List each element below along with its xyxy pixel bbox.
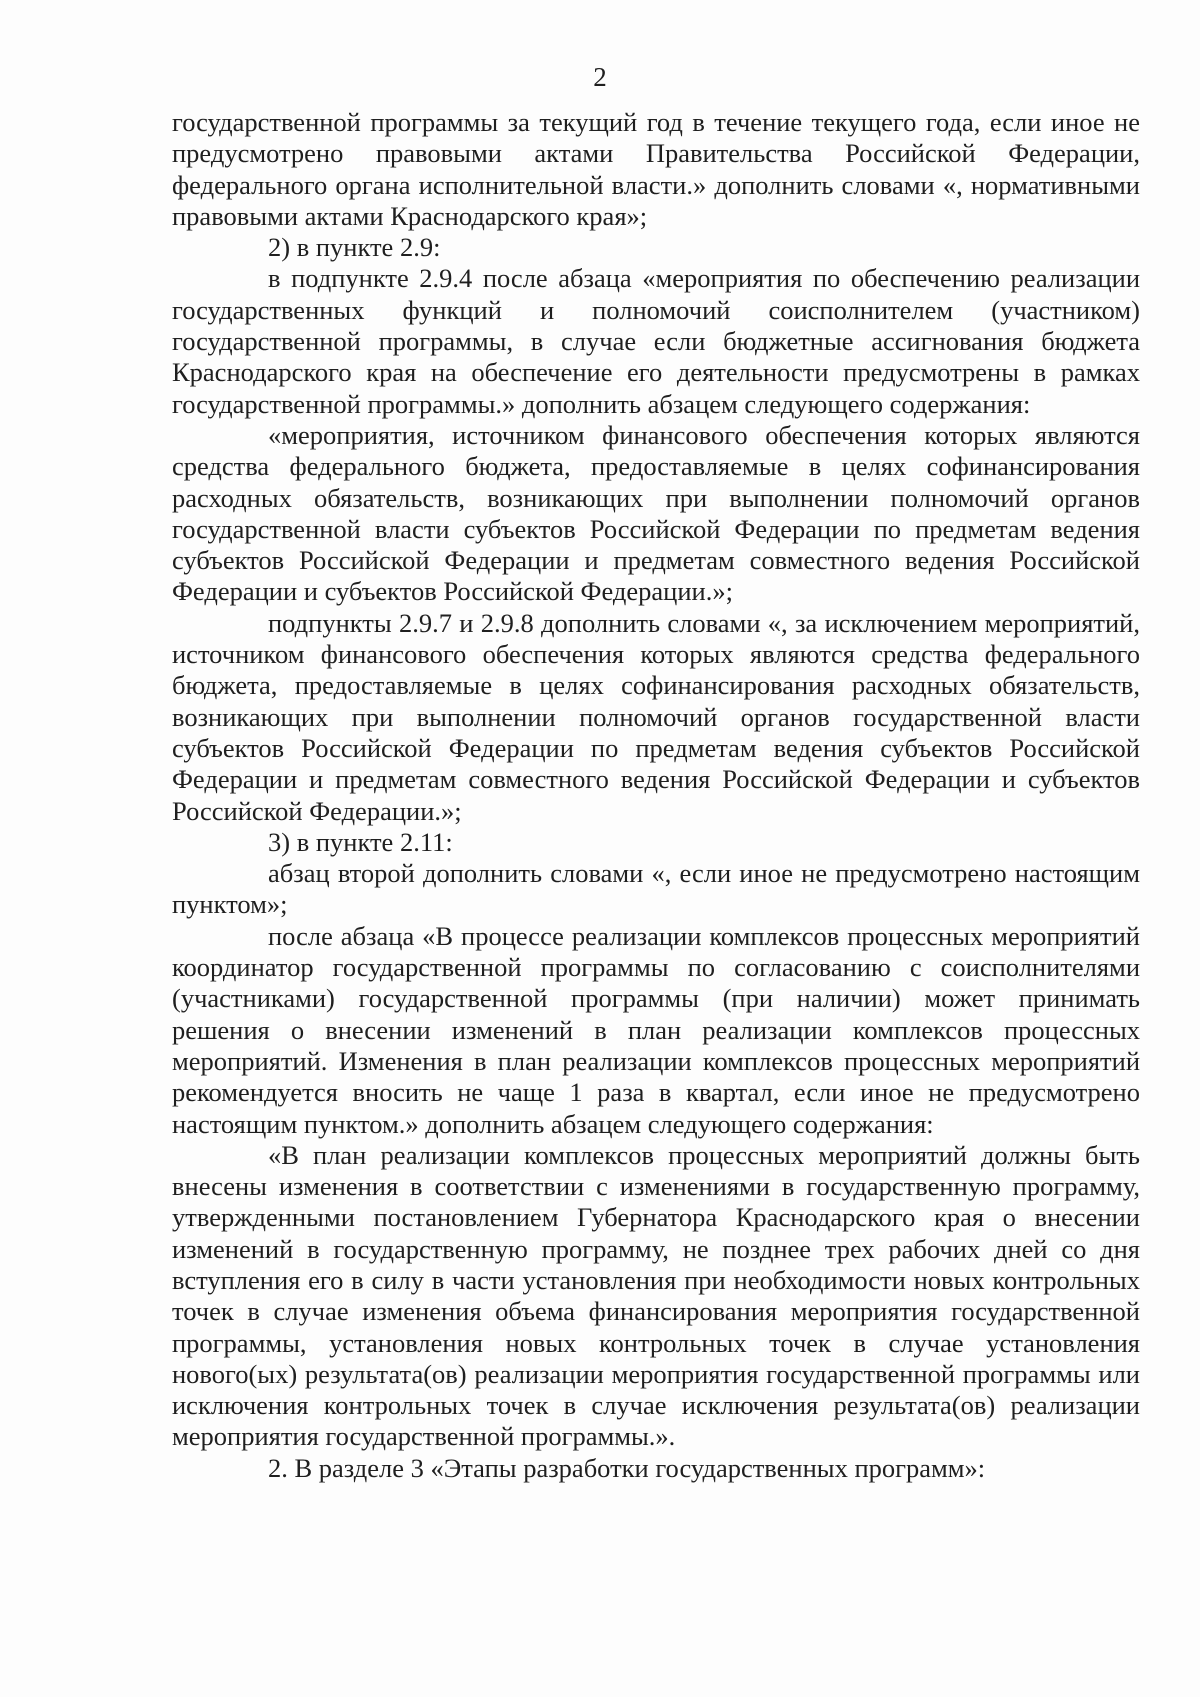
paragraph: 2. В разделе 3 «Этапы разработки государственных программ»: xyxy=(268,1452,986,1483)
paragraph: государственной программы за текущий год в течение текущего года, если иное не предусмотрено правовыми актами Правительства Российской Федерации, федерального органа исполнительной власти.» дополнить словами «, нормативными правовыми актами Краснодарского края»; xyxy=(172,107,1140,231)
paragraph: 2) в пункте 2.9: xyxy=(268,232,441,263)
paragraph: после абзаца «В процессе реализации комплексов процессных мероприятий координатор государственной программы по согласованию с соисполнителями (участниками) государственной программы (при наличии) может принимать решения о внесении изменений в план реализации комплексов процессных мероприятий. Изменения в план реализации комплексов процессных мероприятий рекомендуется вносить не чаще 1 раза в квартал, если иное не предусмотрено настоящим пунктом.» дополнить абзацем следующего содержания: xyxy=(172,920,1140,1139)
page-number: 2 xyxy=(593,62,607,92)
paragraph: в подпункте 2.9.4 после абзаца «мероприятия по обеспечению реализации государственных функций и полномочий соисполнителем (участником) государственной программы, в случае если бюджетные ассигнования бюджета Краснодарского края на обеспечение его деятельности предусмотрены в рамках государственной программы.» дополнить абзацем следующего содержания: xyxy=(172,263,1140,419)
paragraph: «В план реализации комплексов процессных мероприятий должны быть внесены изменения в соответствии с изменениями в государственную программу, утвержденными постановлением Губернатора Краснодарского края о внесении изменений в государственную программу, не позднее трех рабочих дней со дня вступления его в силу в части установления при необходимости новых контрольных точек в случае изменения объема финансирования мероприятия государственной программы, установления новых контрольных точек в случае установления нового(ых) результата(ов) реализации мероприятия государственной программы или исключения контрольных точек в случае исключения результата(ов) реализации мероприятия государственной программы.». xyxy=(172,1139,1140,1452)
paragraph: абзац второй дополнить словами «, если иное не предусмотрено настоящим пунктом»; xyxy=(172,858,1140,920)
document-body xyxy=(172,107,1140,1484)
paragraph: «мероприятия, источником финансового обеспечения которых являются средства федерального бюджета, предоставляемые в целях софинансирования расходных обязательств, возникающих при выполнении полномочий органов государственной власти субъектов Российской Федерации по предметам ведения субъектов Российской Федерации и предметам совместного ведения Российской Федерации и субъектов Российской Федерации.»; xyxy=(172,419,1140,607)
paragraph: 3) в пункте 2.11: xyxy=(268,826,453,857)
paragraph: подпункты 2.9.7 и 2.9.8 дополнить словами «, за исключением мероприятий, источником финансового обеспечения которых являются средства федерального бюджета, предоставляемые в целях софинансирования расходных обязательств, возникающих при выполнении полномочий органов государственной власти субъектов Российской Федерации по предметам ведения субъектов Российской Федерации и предметам совместного ведения Российской Федерации и субъектов Российской Федерации.»; xyxy=(172,607,1140,826)
